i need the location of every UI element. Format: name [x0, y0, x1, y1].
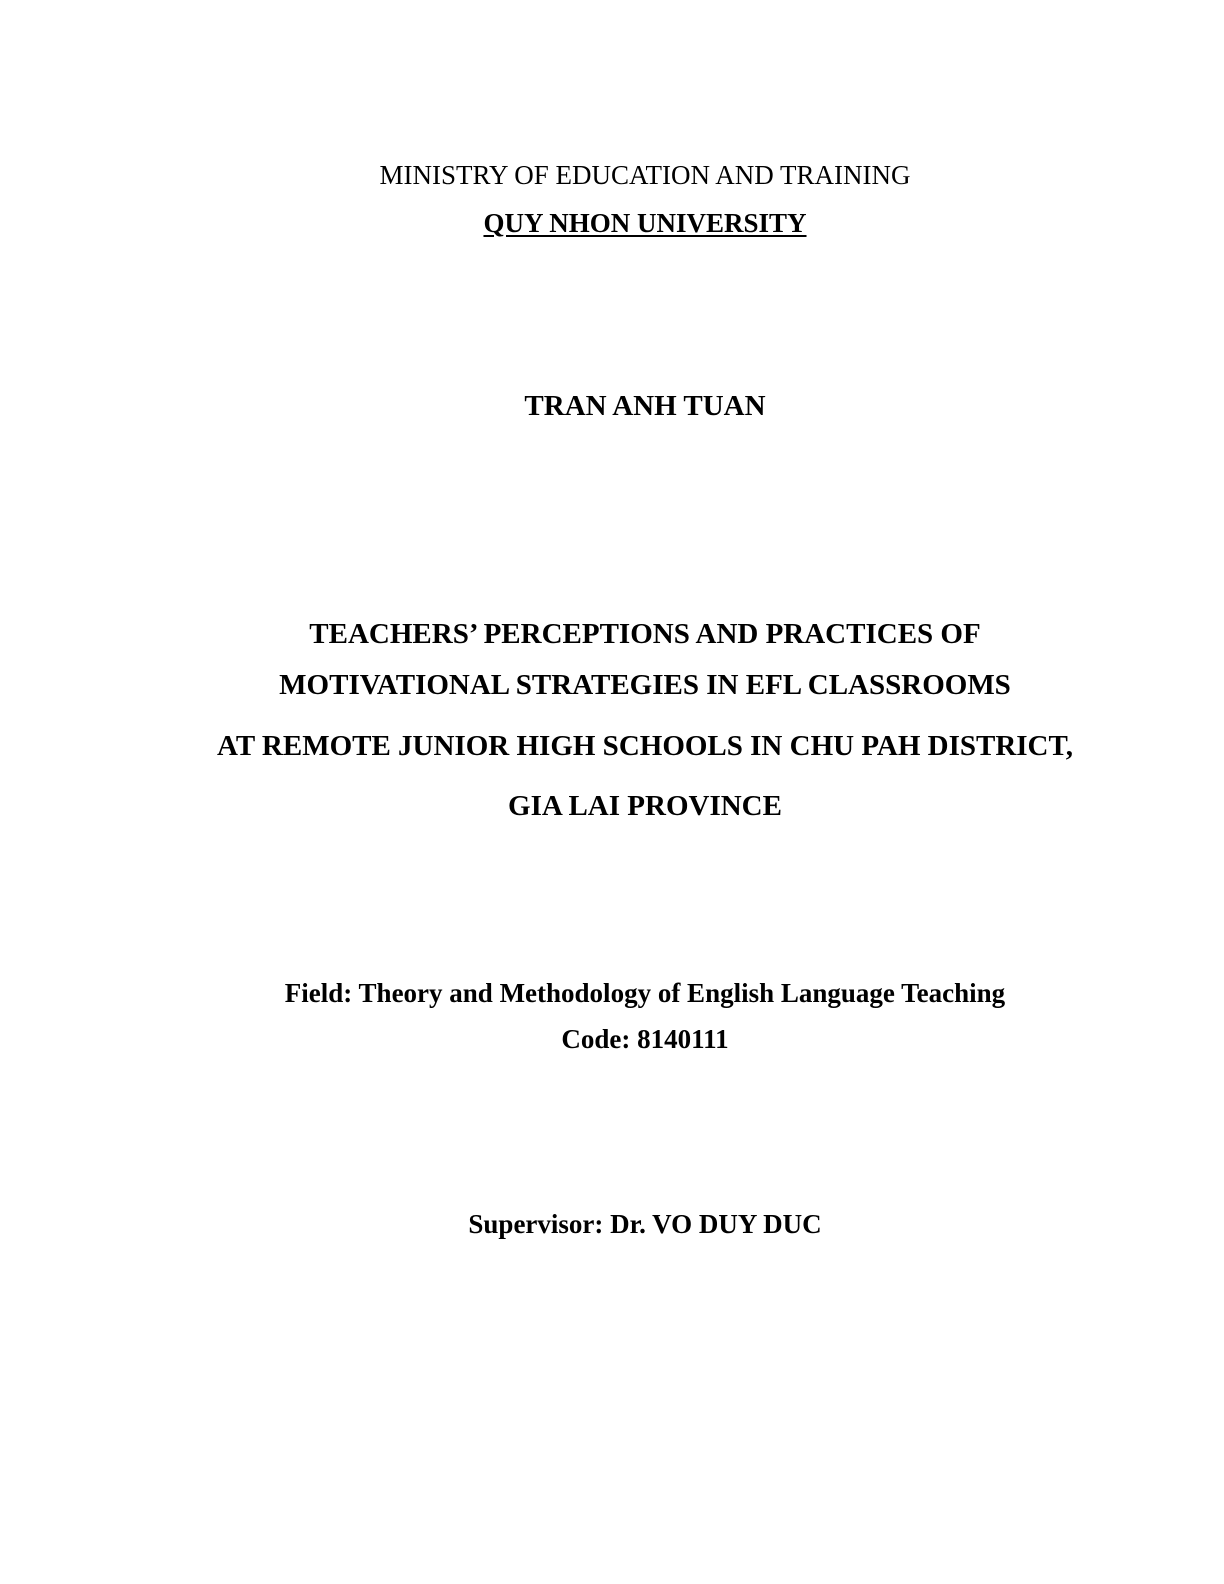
field-of-study: Field: Theory and Methodology of English Language Teaching — [284, 978, 1006, 1008]
author-name: TRAN ANH TUAN — [524, 390, 766, 422]
thesis-title-line: AT REMOTE JUNIOR HIGH SCHOOLS IN CHU PAH DISTRICT, — [217, 730, 1073, 762]
thesis-title-line: GIA LAI PROVINCE — [508, 790, 782, 822]
ministry-heading: MINISTRY OF EDUCATION AND TRAINING — [379, 160, 911, 190]
thesis-title-line: MOTIVATIONAL STRATEGIES IN EFL CLASSROOMS — [279, 669, 1011, 701]
supervisor: Supervisor: Dr. VO DUY DUC — [468, 1209, 822, 1239]
thesis-title-line: TEACHERS’ PERCEPTIONS AND PRACTICES OF — [309, 618, 981, 650]
university-heading: QUY NHON UNIVERSITY — [483, 208, 807, 238]
program-code: Code: 8140111 — [561, 1024, 729, 1054]
